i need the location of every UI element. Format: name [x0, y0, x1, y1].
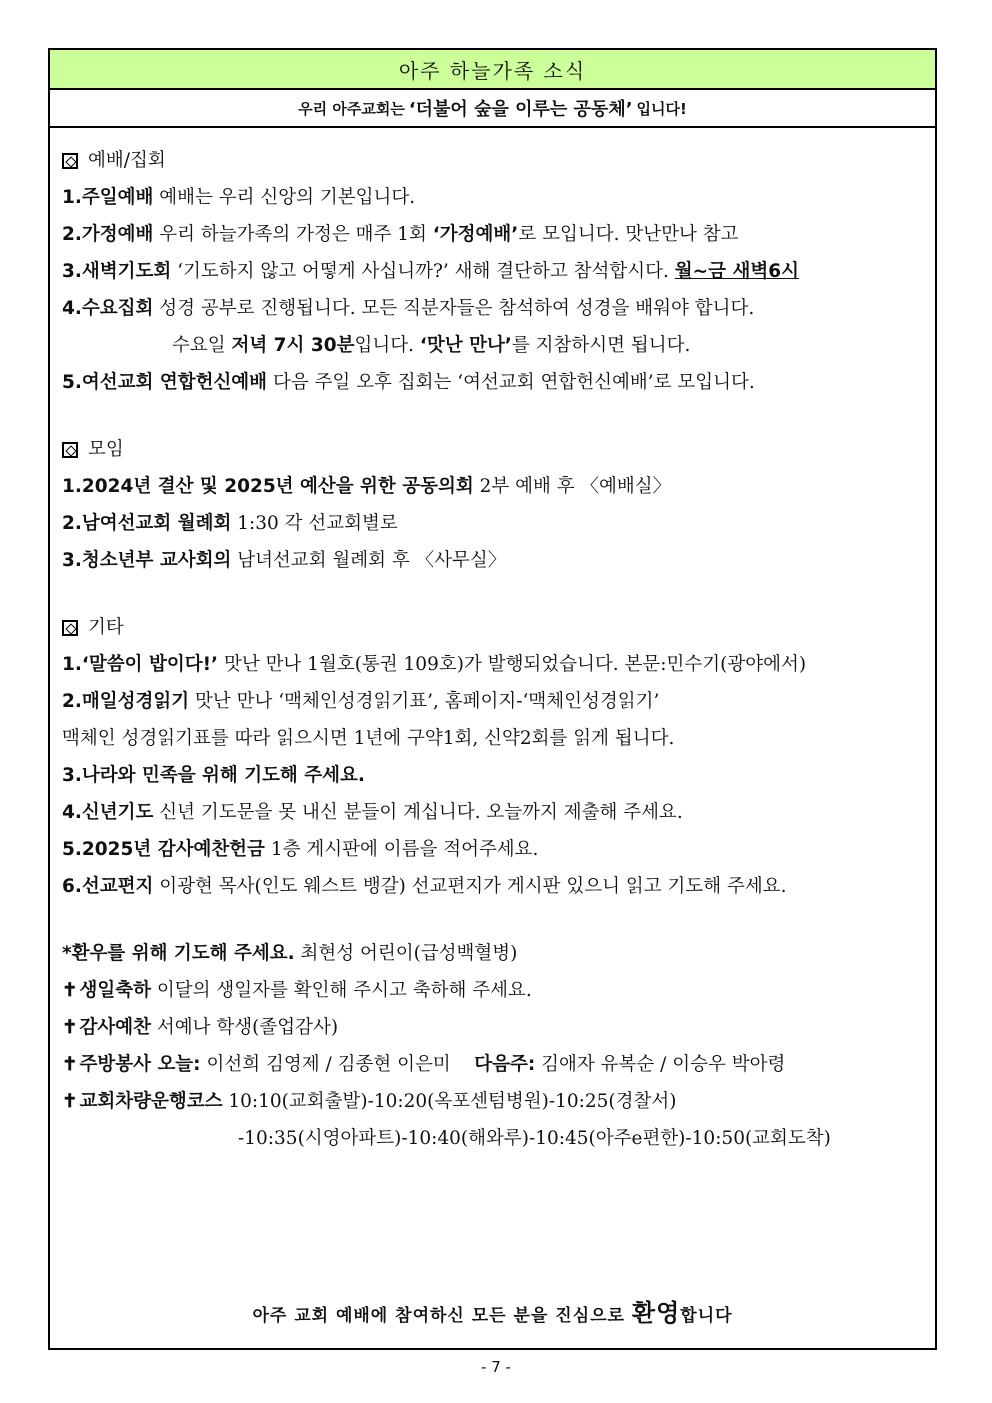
prayer-request: *환우를 위해 기도해 주세요. 최현성 어린이(급성백혈병)	[62, 943, 518, 964]
birthday-notice: ✝ 생일축하 이달의 생일자를 확인해 주시고 축하해 주세요.	[62, 980, 532, 1001]
section-heading-worship: 예배/집회	[62, 142, 925, 179]
list-item: 5.여선교회 연합헌신예배 다음 주일 오후 집회는 ‘여선교회 연합헌신예배’로 모입니다.	[62, 372, 755, 393]
welcome-message: 아주 교회 예배에 참여하신 모든 분을 진심으로 환영합니다	[252, 1299, 733, 1327]
list-item-continuation: 맥체인 성경읽기표를 따라 읽으시면 1년에 구약1회, 신약2회를 읽게 됩니다.	[62, 728, 675, 749]
list-item: 1.2024년 결산 및 2025년 예산을 위한 공동의회 2부 예배 후 〈예배실〉	[62, 476, 672, 497]
list-item: 1.주일예배 예배는 우리 신앙의 기본입니다.	[62, 187, 416, 208]
list-item: 2.남여선교회 월례회 1:30 각 선교회별로	[62, 513, 398, 534]
thanks-notice: ✝ 감사예찬 서예나 학생(졸업감사)	[62, 1017, 339, 1038]
list-item: 2.매일성경읽기 맛난 만나 ‘맥체인성경읽기표’, 홈페이지-‘맥체인성경읽기’	[62, 691, 660, 712]
list-item-continuation: 수요일 저녁 7시 30분입니다. ‘맛난 만나’를 지참하시면 됩니다.	[172, 335, 691, 356]
newsletter-frame	[48, 48, 937, 1350]
subtitle-prefix: 우리 아주교회는	[298, 99, 405, 118]
cross-icon: ✝	[62, 1091, 78, 1112]
title-text: 아주 하늘가족 소식	[398, 58, 587, 83]
list-item: 6.선교편지 이광현 목사(인도 웨스트 뱅갈) 선교편지가 게시판 있으니 읽고 기도해 주세요.	[62, 876, 787, 897]
section-bullet-icon	[62, 442, 78, 458]
section-heading-etc: 기타	[62, 609, 925, 646]
list-item: 3.청소년부 교사회의 남녀선교회 월례회 후 〈사무실〉	[62, 550, 507, 571]
list-item: 3.나라와 민족을 위해 기도해 주세요.	[62, 765, 365, 786]
cross-icon: ✝	[62, 1054, 78, 1075]
subtitle-emphasis: ‘더불어 숲을 이루는 공동체’	[408, 99, 633, 120]
subtitle-bar	[50, 90, 935, 128]
section-heading-meetings: 모임	[62, 431, 925, 468]
list-item: 5.2025년 감사예찬헌금 1층 게시판에 이름을 적어주세요.	[62, 839, 539, 860]
content-area	[62, 142, 925, 1157]
list-item: 4.수요집회 성경 공부로 진행됩니다. 모든 직분자들은 참석하여 성경을 배워야 합니다.	[62, 298, 755, 319]
list-item: 3.새벽기도회 ‘기도하지 않고 어떻게 사십니까?’ 새해 결단하고 참석합시다. 월~금 새벽6시	[62, 261, 799, 282]
vehicle-route-continuation: -10:35(시영아파트)-10:40(해와루)-10:45(아주e편한)-10:50(교회도착)	[238, 1128, 831, 1149]
kitchen-service-notice: ✝ 주방봉사 오늘: 이선희 김영제 / 김종현 이은미 다음주: 김애자 유복순 / 이승우 박아령	[62, 1054, 786, 1075]
section-bullet-icon	[62, 620, 78, 636]
subtitle-suffix: 입니다!	[636, 99, 687, 118]
list-item: 4.신년기도 신년 기도문을 못 내신 분들이 계십니다. 오늘까지 제출해 주세요.	[62, 802, 683, 823]
cross-icon: ✝	[62, 980, 78, 1001]
page-title	[50, 50, 935, 90]
section-bullet-icon	[62, 153, 78, 169]
list-item: 1.‘말씀이 밥이다!’ 맛난 만나 1월호(통권 109호)가 발행되었습니다. 본문:민수기(광야에서)	[62, 654, 807, 675]
cross-icon: ✝	[62, 1017, 78, 1038]
list-item: 2.가정예배 우리 하늘가족의 가정은 매주 1회 ‘가정예배’로 모입니다. 맛난만나 참고	[62, 224, 739, 245]
vehicle-route-notice: ✝ 교회차량운행코스 10:10(교회출발)-10:20(옥포센텀병원)-10:25(경찰서)	[62, 1091, 677, 1112]
page-number: - 7 -	[481, 1358, 511, 1376]
